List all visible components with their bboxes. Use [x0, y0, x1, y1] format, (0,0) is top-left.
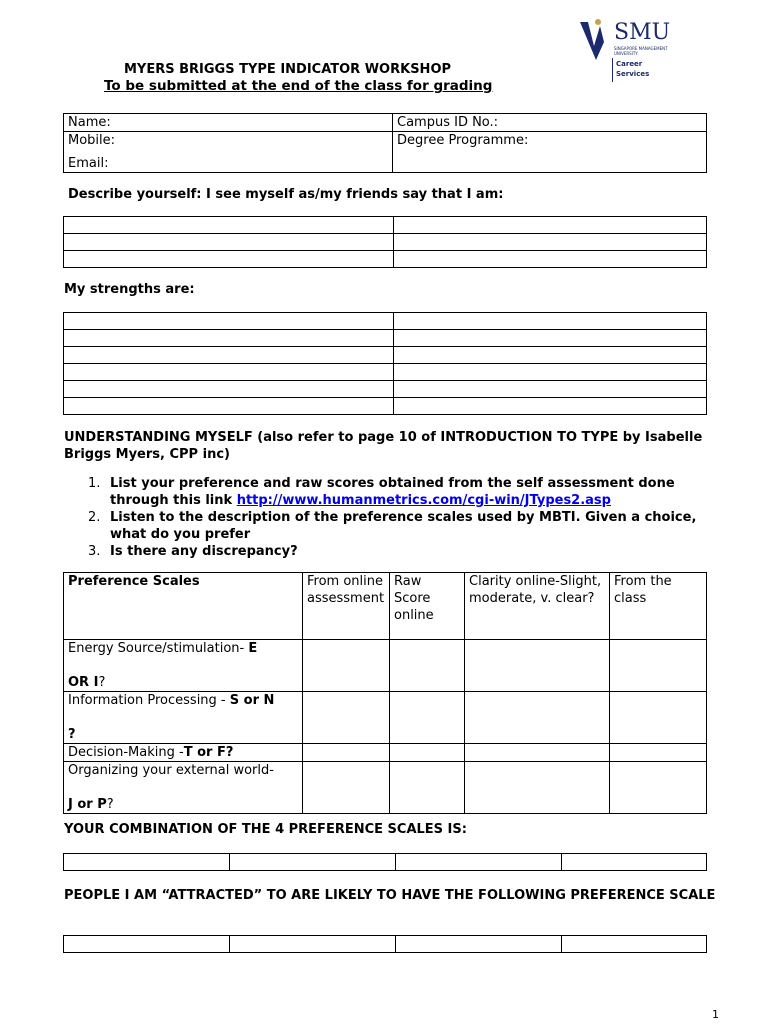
strength-cell[interactable]	[64, 381, 394, 398]
pref-header: Clarity online-Slight, moderate, v. clear?	[465, 573, 610, 640]
strength-cell[interactable]	[394, 364, 707, 381]
humanmetrics-link[interactable]: http://www.humanmetrics.com/cgi-win/JTypes2.asp	[236, 493, 611, 508]
logo-dept-2: Services	[616, 70, 650, 78]
combination-table	[63, 853, 707, 871]
describe-table	[63, 216, 707, 268]
name-label: Name:	[68, 115, 111, 130]
attracted-cell[interactable]	[396, 936, 562, 953]
describe-cell[interactable]	[64, 234, 394, 251]
attracted-table	[63, 935, 707, 953]
describe-prompt: Describe yourself: I see myself as/my friends say that I am:	[68, 187, 504, 202]
pref-header: Preference Scales	[64, 573, 303, 640]
logo-dept-1: Career	[616, 60, 643, 68]
info-table	[63, 113, 707, 173]
mobile-label: Mobile:	[68, 133, 116, 148]
strength-cell[interactable]	[64, 398, 394, 415]
smu-logo	[574, 16, 692, 84]
pref-cell[interactable]	[465, 762, 610, 814]
degree-cell[interactable]	[393, 132, 707, 173]
strengths-table	[63, 312, 707, 415]
strength-cell[interactable]	[394, 398, 707, 415]
pref-header: From online assessment	[303, 573, 390, 640]
pref-header: From the class	[610, 573, 707, 640]
list-item	[88, 475, 728, 509]
pref-cell[interactable]	[390, 762, 465, 814]
pref-cell[interactable]	[303, 762, 390, 814]
strength-cell[interactable]	[64, 364, 394, 381]
email-label: Email:	[68, 156, 109, 171]
list-num: 3.	[88, 544, 101, 559]
strength-cell[interactable]	[394, 313, 707, 330]
pref-cell[interactable]	[390, 744, 465, 762]
attracted-cell[interactable]	[562, 936, 707, 953]
logo-name: SMU	[614, 20, 671, 45]
strength-cell[interactable]	[64, 347, 394, 364]
attracted-cell[interactable]	[230, 936, 396, 953]
pref-cell[interactable]	[610, 640, 707, 692]
pref-cell[interactable]	[303, 692, 390, 744]
pref-cell[interactable]	[610, 744, 707, 762]
pref-cell[interactable]	[465, 744, 610, 762]
pref-scale-label: Energy Source/stimulation- E OR I?	[64, 640, 303, 692]
describe-cell[interactable]	[394, 251, 707, 268]
combination-cell[interactable]	[562, 854, 707, 871]
pref-cell[interactable]	[610, 692, 707, 744]
pref-cell[interactable]	[303, 744, 390, 762]
campus-id-cell[interactable]	[393, 114, 707, 132]
pref-cell[interactable]	[610, 762, 707, 814]
list-text: Is there any discrepancy?	[110, 544, 298, 559]
list-text: List your preference and raw scores obtained from the self assessment done through this link	[110, 476, 675, 508]
list-num: 1.	[88, 476, 101, 491]
describe-cell[interactable]	[394, 217, 707, 234]
strength-cell[interactable]	[64, 313, 394, 330]
combination-prompt: YOUR COMBINATION OF THE 4 PREFERENCE SCALES IS:	[64, 822, 467, 837]
pref-cell[interactable]	[465, 640, 610, 692]
strength-cell[interactable]	[394, 381, 707, 398]
preference-table	[63, 572, 707, 814]
instruction-list	[88, 475, 728, 560]
describe-cell[interactable]	[394, 234, 707, 251]
list-num: 2.	[88, 510, 101, 525]
strength-cell[interactable]	[394, 330, 707, 347]
page-number: 1	[712, 1008, 719, 1021]
pref-scale-label: Decision-Making -T or F?	[64, 744, 303, 762]
logo-org: SINGAPORE MANAGEMENT UNIVERSITY	[614, 46, 668, 56]
list-item	[88, 543, 728, 560]
degree-label: Degree Programme:	[397, 133, 529, 148]
pref-scale-label: Organizing your external world- J or P?	[64, 762, 303, 814]
strengths-prompt: My strengths are:	[64, 282, 195, 297]
pref-cell[interactable]	[465, 692, 610, 744]
pref-cell[interactable]	[390, 692, 465, 744]
list-text: Listen to the description of the preference scales used by MBTI. Given a choice, what do you prefer	[110, 510, 697, 542]
combination-cell[interactable]	[396, 854, 562, 871]
pref-header: Raw Score online	[390, 573, 465, 640]
mobile-email-cell[interactable]	[64, 132, 393, 173]
describe-cell[interactable]	[64, 251, 394, 268]
page-subtitle: To be submitted at the end of the class for grading	[104, 78, 493, 94]
pref-cell[interactable]	[390, 640, 465, 692]
strength-cell[interactable]	[394, 347, 707, 364]
page-title: MYERS BRIGGS TYPE INDICATOR WORKSHOP	[124, 62, 452, 77]
campus-id-label: Campus ID No.:	[397, 115, 499, 130]
strength-cell[interactable]	[64, 330, 394, 347]
pref-cell[interactable]	[303, 640, 390, 692]
name-cell[interactable]	[64, 114, 393, 132]
attracted-cell[interactable]	[64, 936, 230, 953]
combination-cell[interactable]	[64, 854, 230, 871]
pref-scale-label: Information Processing - S or N ?	[64, 692, 303, 744]
list-item	[88, 509, 728, 543]
understanding-heading: UNDERSTANDING MYSELF (also refer to page 10 of INTRODUCTION TO TYPE by Isabelle Briggs Myers, CPP inc)	[64, 430, 703, 462]
combination-cell[interactable]	[230, 854, 396, 871]
describe-cell[interactable]	[64, 217, 394, 234]
attracted-prompt: PEOPLE I AM “ATTRACTED” TO ARE LIKELY TO HAVE THE FOLLOWING PREFERENCE SCALE	[64, 888, 716, 903]
